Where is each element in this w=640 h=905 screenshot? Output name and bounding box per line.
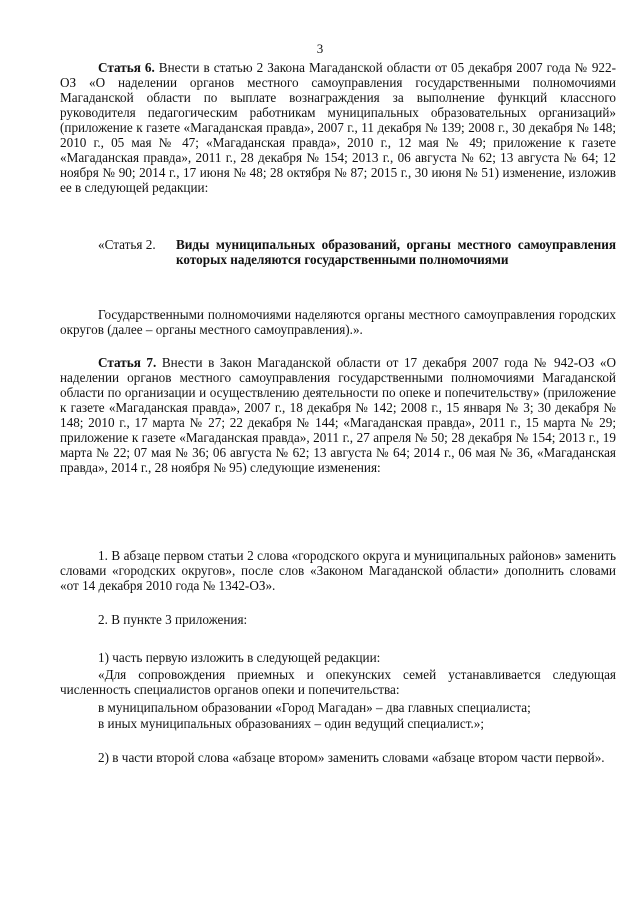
- article-2-body: Государственными полномочиями наделяются органы местного самоуправления городских округов (далее – органы местного самоуправления).».: [60, 307, 616, 337]
- article-6-text: Внести в статью 2 Закона Магаданской области от 05 декабря 2007 года № 922-ОЗ «О наделении органов местного самоуправления государственными полномочиями Магаданской области по выплате вознаграждения за выполнение функций классного руководителя педагогическим работникам муниципальных образовательных организаций» (приложение к газете «Магаданская правда», 2007 г., 11 декабря № 139; 2008 г., 30 декабря № 148; 2010 г., 05 мая № 47; «Магаданская правда», 2010 г., 12 мая № 49; приложение к газете «Магаданская правда», 2011 г., 28 декабря № 154; 2013 г., 06 августа № 62; 13 августа № 64; 12 ноября № 90; 2014 г., 17 июня № 48; 28 октября № 87; 2015 г., 30 июня № 51) изменение, изложив ее в следующей редакции:: [60, 60, 617, 195]
- page-number: 3: [316, 41, 324, 56]
- article-7-subitem-2: 2) в части второй слова «абзаце втором» заменить словами «абзаце втором части первой».: [98, 750, 605, 765]
- article-6-label: Статья 6.: [98, 60, 155, 75]
- article-7-quote-3: в иных муниципальных образованиях – один ведущий специалист.»;: [98, 716, 485, 731]
- article-7-subitem-1: 1) часть первую изложить в следующей редакции:: [98, 650, 381, 665]
- article-2-heading: [98, 237, 616, 267]
- article-7-label: Статья 7.: [98, 355, 157, 370]
- article-6-paragraph: [60, 60, 616, 195]
- article-7-paragraph: [60, 355, 616, 475]
- article-7-quote-2: в муниципальном образовании «Город Магадан» – два главных специалиста;: [98, 700, 531, 715]
- article-2-title: Виды муниципальных образований, органы местного самоуправления которых наделяются государственными полномочиями: [176, 237, 616, 267]
- article-7-text: Внести в Закон Магаданской области от 17 декабря 2007 года № 942-ОЗ «О наделении органов местного самоуправления государственными полномочиями Магаданской области по организации и осуществлению деятельности по опеке и попечительству» (приложение к газете «Магаданская правда», 2007 г., 18 декабря № 142; 2008 г., 15 января № 3; 30 декабря № 148; 2010 г., 17 марта № 27; 22 декабря № 144; «Магаданская правда», 2011 г., 15 марта № 29; приложение к газете «Магаданская правда», 2011 г., 27 апреля № 50; 28 декабря № 154; 2013 г., 19 марта № 22; 07 мая № 36; 06 августа № 62; 13 августа № 64; 2014 г., 06 мая № 36, «Магаданская правда», 2014 г., 28 ноября № 95) следующие изменения:: [60, 355, 616, 475]
- article-7-quote-1: «Для сопровождения приемных и опекунских семей устанавливается следующая численность специалистов органов опеки и попечительства:: [60, 667, 616, 697]
- article-2-label: «Статья 2.: [98, 237, 156, 252]
- article-7-item-2: 2. В пункте 3 приложения:: [98, 612, 248, 627]
- article-7-item-1: 1. В абзаце первом статьи 2 слова «городского округа и муниципальных районов» заменить словами «городских округов», после слов «Законом Магаданской области» дополнить словами «от 14 декабря 2010 года № 1342-ОЗ».: [60, 548, 616, 593]
